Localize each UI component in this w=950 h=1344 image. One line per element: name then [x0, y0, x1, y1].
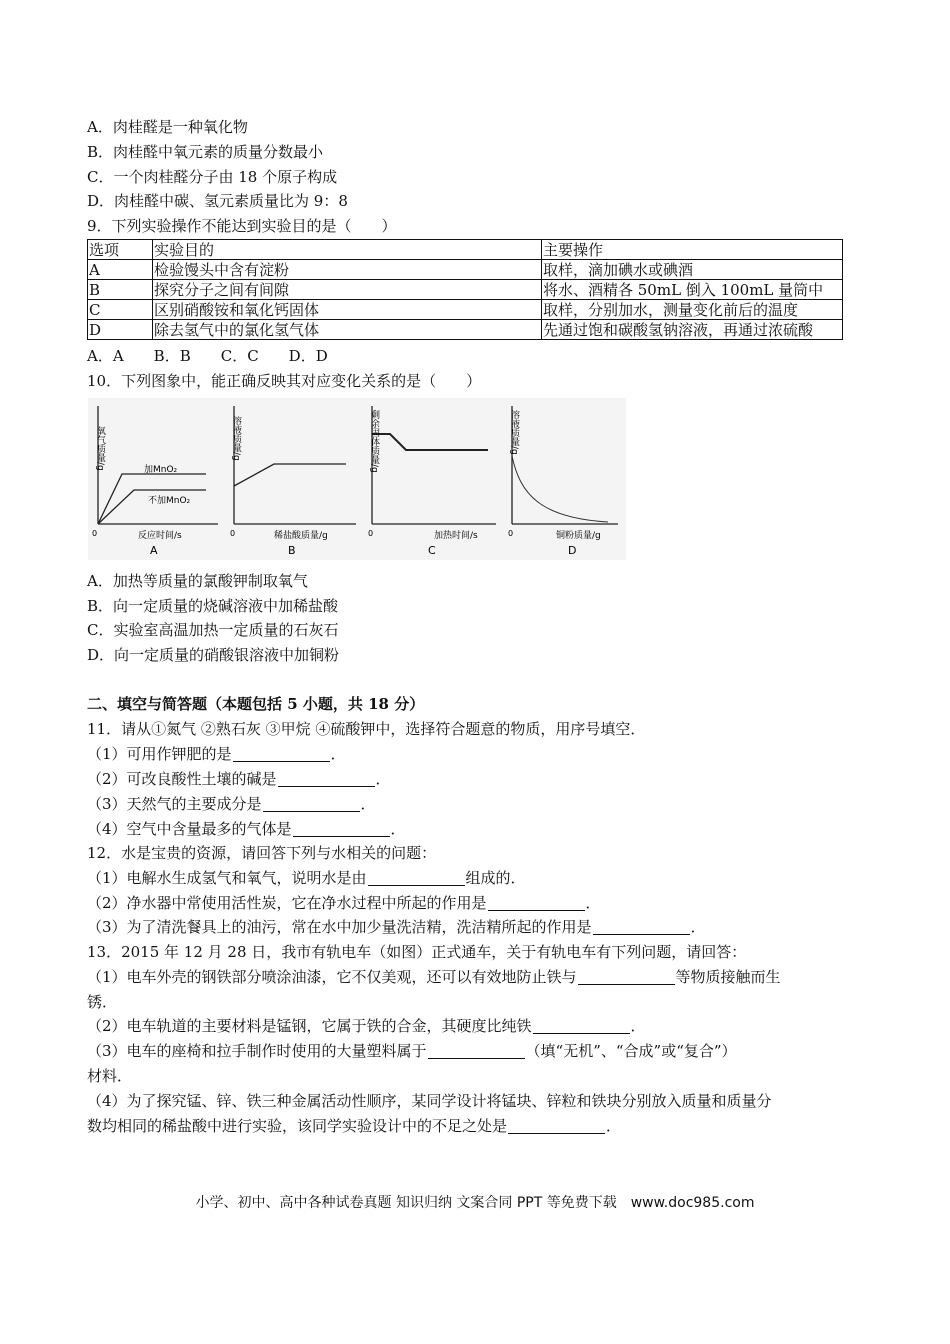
graph-a-curve2-label: 不加MnO₂	[148, 496, 191, 506]
q13-item-4-line1: （4）为了探究锰、锌、铁三种金属活动性顺序，某同学设计将锰块、锌粒和铁块分别放入质量和质量分	[87, 1092, 772, 1110]
table-header-cell: 选项	[88, 240, 153, 260]
q13-item-3-cont: 材料．	[87, 1067, 133, 1085]
q8-option-d: D．肉桂醛中碳、氢元素质量比为 9：8	[87, 192, 348, 210]
table-cell: B	[88, 280, 153, 300]
q13-item-4: 数均相同的稀盐酸中进行实验，该同学实验设计中的不足之处是 ．	[87, 1117, 622, 1135]
graph-a-xlabel: 反应时间/s	[138, 531, 182, 541]
graph-d-letter: D	[568, 544, 577, 557]
answer-blank[interactable]	[428, 1042, 525, 1059]
q13-item-2: （2）电车轨道的主要材料是锰钢，它属于铁的合金，其硬度比纯铁 ．	[87, 1017, 646, 1035]
q12-item-3: （3）为了清洗餐具上的油污，常在水中加少量洗洁精，洗洁精所起的作用是 ．	[87, 918, 706, 936]
table-cell: 取样，滴加碘水或碘酒	[542, 260, 843, 280]
q12-stem: 12．水是宝贵的资源，请回答下列与水相关的问题：	[87, 844, 437, 862]
table-cell: D	[88, 320, 153, 340]
q10-option-b: B．向一定质量的烧碱溶液中加稀盐酸	[87, 597, 339, 615]
q13-stem: 13．2015 年 12 月 28 日，我市有轨电车（如图）正式通车，关于有轨电车有下列问题，请回答：	[87, 943, 747, 961]
graph-b-ylabel: 溶液质量/g	[231, 416, 241, 461]
table-cell: 除去氢气中的氯化氢气体	[153, 320, 542, 340]
table-cell: 检验馒头中含有淀粉	[153, 260, 542, 280]
table-cell: 将水、酒精各 50mL 倒入 100mL 量筒中	[542, 280, 843, 300]
graph-a-ylabel: 氧气质量/g	[95, 426, 105, 471]
q10-stem: 10．下列图象中，能正确反映其对应变化关系的是（ ）	[87, 372, 482, 390]
graph-c-letter: C	[428, 544, 436, 557]
q11-item-3: （3）天然气的主要成分是 ．	[87, 795, 376, 813]
q11-item-2: （2）可改良酸性土壤的碱是 ．	[87, 770, 391, 788]
graph-c-origin: 0	[368, 529, 374, 538]
answer-blank[interactable]	[263, 795, 360, 812]
answer-blank[interactable]	[593, 918, 690, 935]
answer-blank[interactable]	[488, 894, 585, 911]
q13-item-3: （3）电车的座椅和拉手制作时使用的大量塑料属于 （填“无机”、“合成”或“复合”）	[87, 1042, 737, 1060]
q9-table	[87, 239, 843, 340]
table-cell: C	[88, 300, 153, 320]
table-cell: 先通过饱和碳酸氢钠溶液，再通过浓硫酸	[542, 320, 843, 340]
q11-item-4: （4）空气中含量最多的气体是 ．	[87, 820, 406, 838]
q10-option-a: A．加热等质量的氯酸钾制取氧气	[87, 572, 308, 590]
answer-blank[interactable]	[533, 1017, 630, 1034]
q9-answer-options: A．A B．B C．C D．D	[87, 347, 328, 365]
q13-item-1-cont: 锈．	[87, 993, 118, 1011]
page-footer: 小学、初中、高中各种试卷真题 知识归纳 文案合同 PPT 等免费下载 www.doc985.com	[195, 1195, 755, 1211]
answer-blank[interactable]	[368, 869, 465, 886]
table-header-cell: 实验目的	[153, 240, 542, 260]
q11-item-1: （1）可用作钾肥的是 ．	[87, 745, 346, 763]
q10-graphs-figure	[88, 398, 626, 560]
table-cell: A	[88, 260, 153, 280]
graph-b-xlabel: 稀盐酸质量/g	[274, 531, 328, 541]
q10-option-c: C．实验室高温加热一定质量的石灰石	[87, 621, 339, 639]
table-cell: 探究分子之间有间隙	[153, 280, 542, 300]
table-row	[88, 280, 843, 300]
table-cell: 区别硝酸铵和氧化钙固体	[153, 300, 542, 320]
q12-item-2: （2）净水器中常使用活性炭，它在净水过程中所起的作用是 ．	[87, 894, 601, 912]
graph-d-ylabel: 溶液质量/g	[509, 410, 519, 455]
q8-option-b: B．肉桂醛中氧元素的质量分数最小	[87, 143, 324, 161]
answer-blank[interactable]	[278, 770, 375, 787]
graph-a-origin: 0	[92, 529, 98, 538]
q11-stem: 11．请从①氮气 ②熟石灰 ③甲烷 ④硫酸钾中，选择符合题意的物质，用序号填空．	[87, 720, 646, 738]
graph-c-xlabel: 加热时间/s	[434, 531, 478, 541]
answer-blank[interactable]	[508, 1117, 605, 1134]
table-header-cell: 主要操作	[542, 240, 843, 260]
answer-blank[interactable]	[578, 968, 675, 985]
section-2-title: 二、填空与简答题（本题包括 5 小题，共 18 分）	[87, 695, 425, 713]
q10-option-d: D．向一定质量的硝酸银溶液中加铜粉	[87, 646, 340, 664]
table-row	[88, 320, 843, 340]
q9-stem: 9．下列实验操作不能达到实验目的是（ ）	[87, 217, 397, 235]
graph-b-letter: B	[288, 544, 296, 557]
table-header-row	[88, 240, 843, 260]
graph-c-ylabel: 剩余固体质量/g	[369, 410, 379, 473]
q12-item-1: （1）电解水生成氢气和氧气，说明水是由 组成的．	[87, 869, 526, 887]
graph-a-letter: A	[150, 544, 158, 557]
graph-a-curve1-label: 加MnO₂	[144, 465, 178, 475]
q13-item-1: （1）电车外壳的钢铁部分喷涂油漆，它不仅美观，还可以有效地防止铁与 等物质接触而生	[87, 968, 781, 986]
answer-blank[interactable]	[293, 820, 390, 837]
table-row	[88, 300, 843, 320]
table-cell: 取样，分别加水，测量变化前后的温度	[542, 300, 843, 320]
table-row	[88, 260, 843, 280]
graph-b-origin: 0	[230, 529, 236, 538]
graph-d-origin: 0	[508, 529, 514, 538]
graph-d-xlabel: 铜粉质量/g	[556, 531, 601, 541]
q8-option-c: C．一个肉桂醛分子由 18 个原子构成	[87, 168, 338, 186]
answer-blank[interactable]	[233, 745, 330, 762]
q8-option-a: A．肉桂醛是一种氧化物	[87, 118, 248, 136]
